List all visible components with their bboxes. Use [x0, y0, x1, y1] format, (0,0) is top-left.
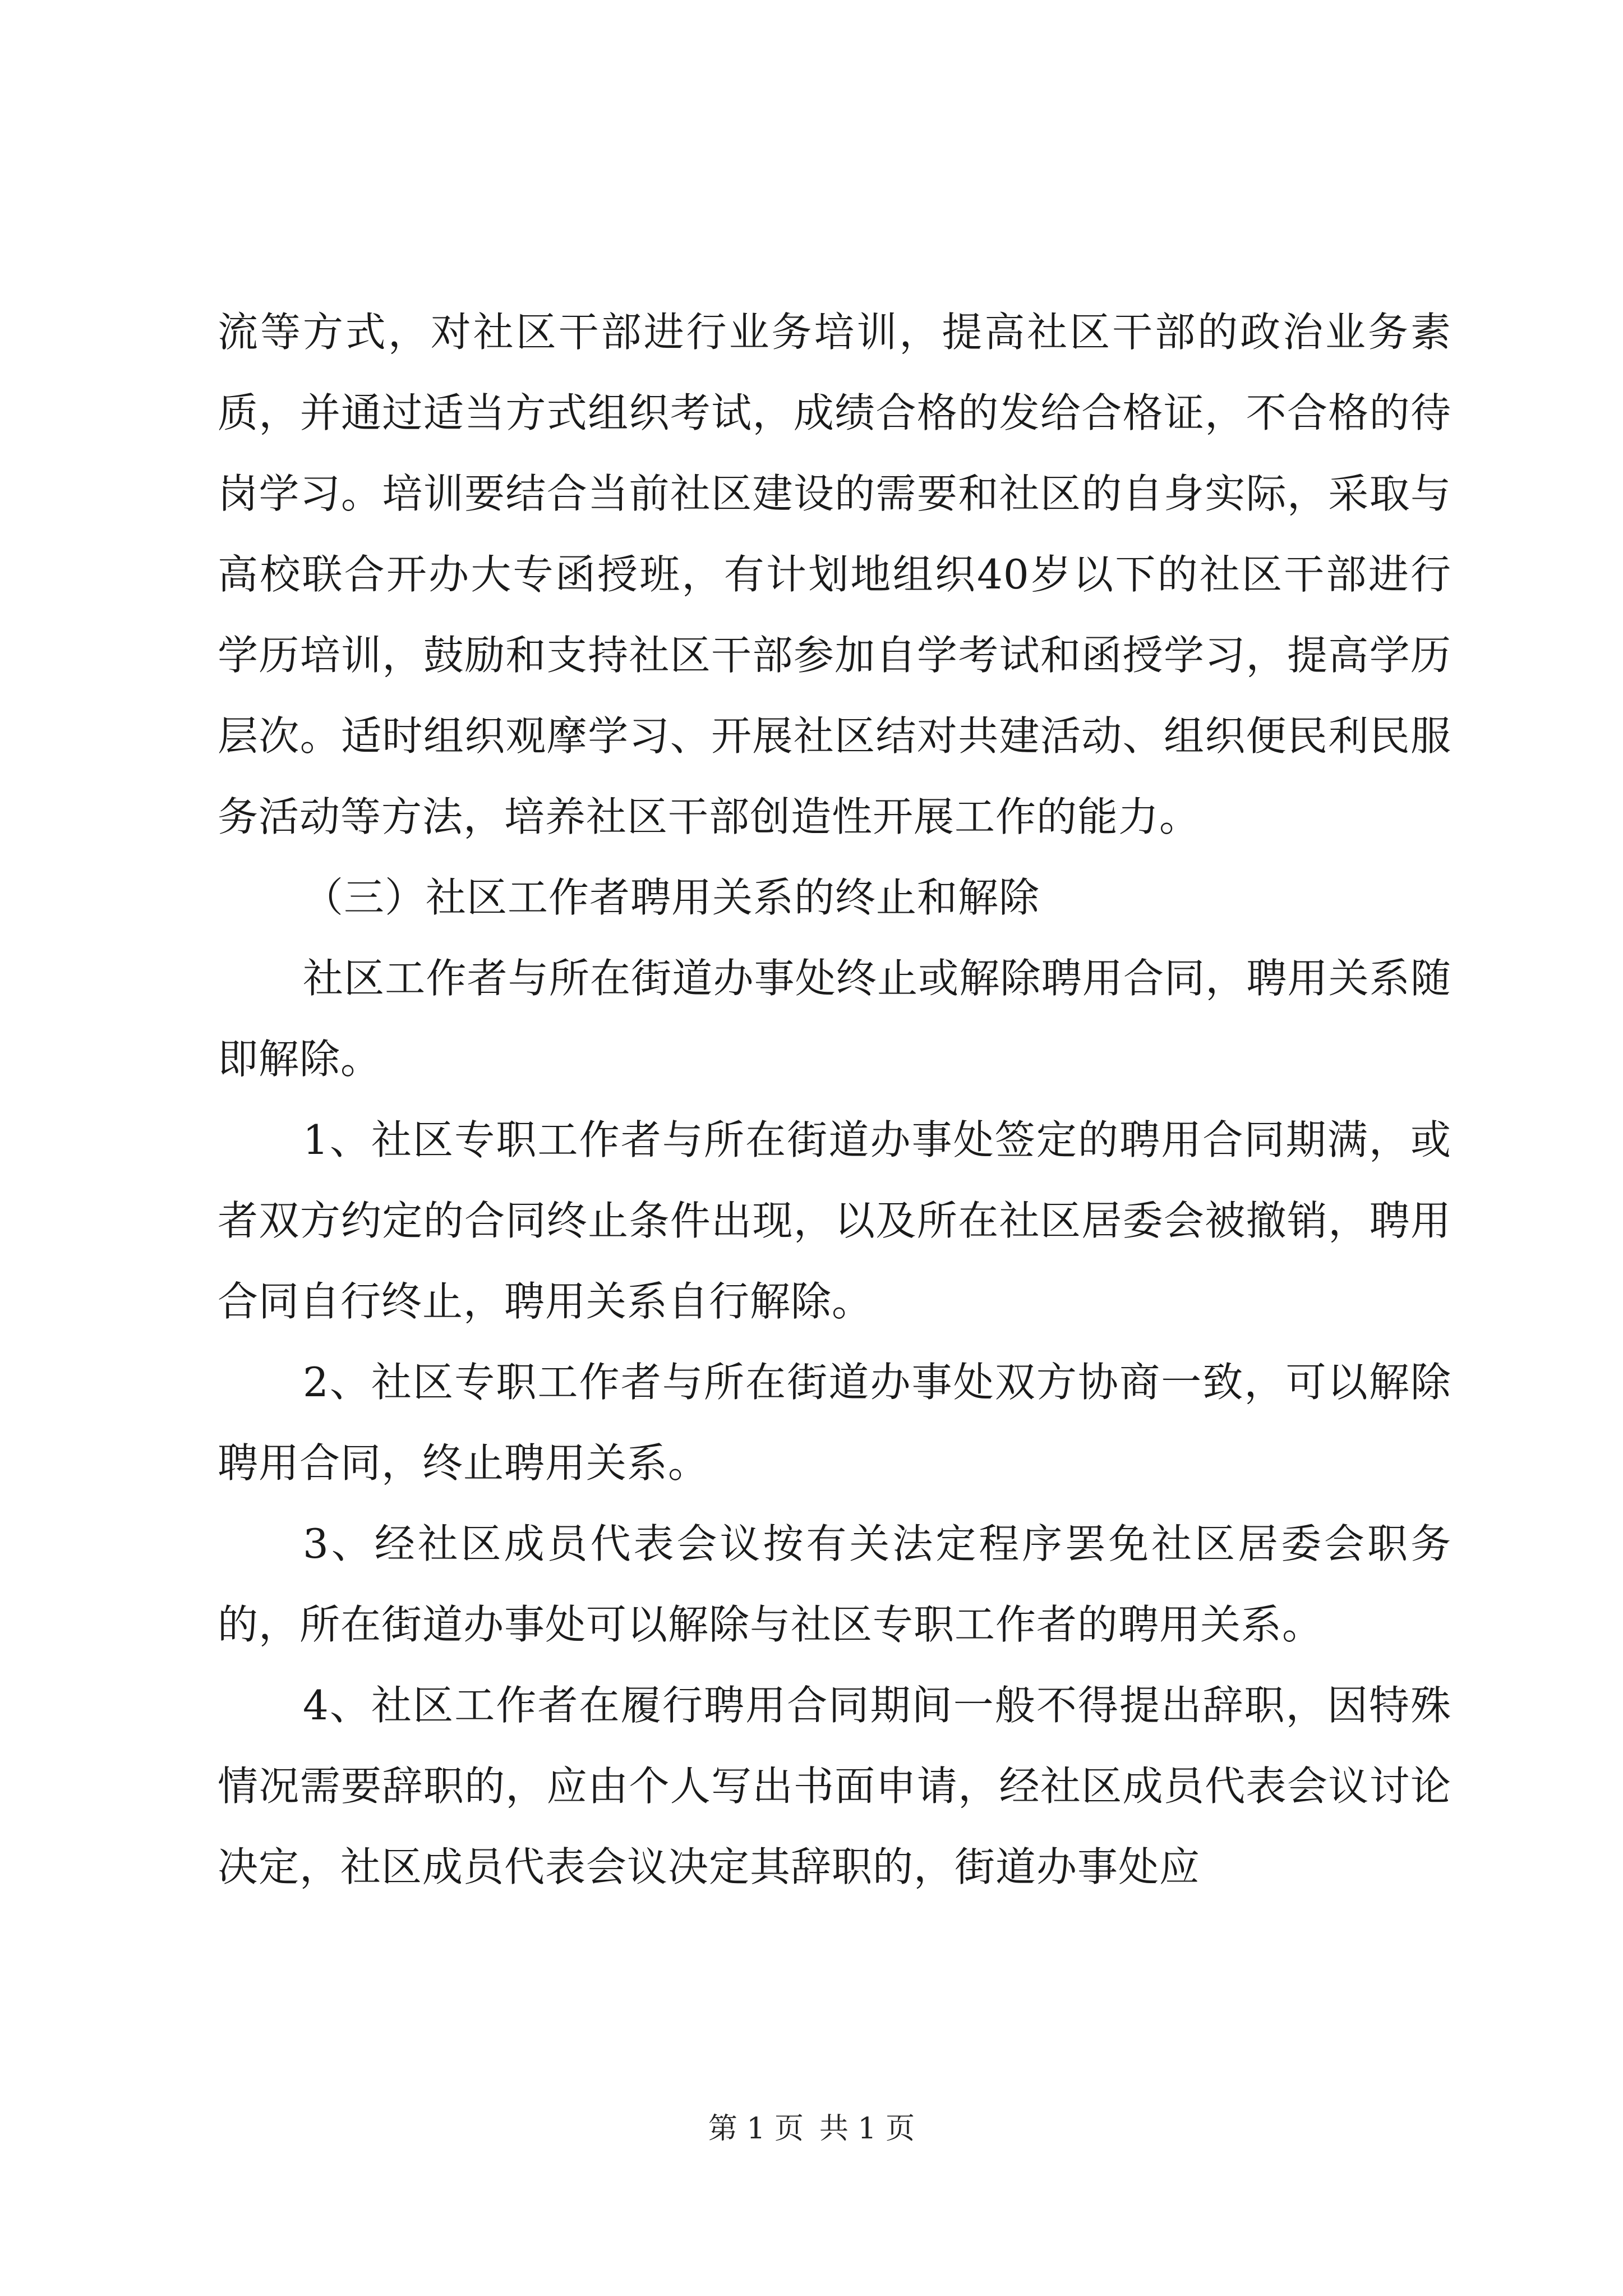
page-number: 第 1 页: [708, 2112, 804, 2146]
paragraph-3: 社区工作者与所在街道办事处终止或解除聘用合同，聘用关系随即解除。: [218, 955, 1451, 1083]
paragraph-1: 流等方式，对社区干部进行业务培训，提高社区干部的政治业务素质，并通过适当方式组织考试，成绩合格的发给合格证，不合格的待岗学习。培训要结合当前社区建设的需要和社区的自身实际，采取与高校联合开办大专函授班，有计划地组织40岁以下的社区干部进行学历培训，鼓励和支持社区干部参加自学考试和函授学习，提高学历层次。适时组织观摩学习、开展社区结对共建活动、组织便民利民服务活动等方法，培养社区干部创造性开展工作的能力。: [218, 309, 1451, 840]
list-item-4: 4、社区工作者在履行聘用合同期间一般不得提出辞职，因特殊情况需要辞职的，应由个人写出书面申请，经社区成员代表会议讨论决定，社区成员代表会议决定其辞职的，街道办事处应: [218, 1682, 1451, 1890]
list-item-1: 1、社区专职工作者与所在街道办事处签定的聘用合同期满，或者双方约定的合同终止条件出现，以及所在社区居委会被撤销，聘用合同自行终止，聘用关系自行解除。: [218, 1116, 1451, 1325]
list-item-2: 2、社区专职工作者与所在街道办事处双方协商一致，可以解除聘用合同，终止聘用关系。: [218, 1359, 1451, 1487]
page-footer: [0, 2109, 1623, 2148]
page-total: 共 1 页: [819, 2112, 915, 2146]
list-item-3: 3、经社区成员代表会议按有关法定程序罢免社区居委会职务的，所在街道办事处可以解除与社区专职工作者的聘用关系。: [218, 1520, 1451, 1648]
section-heading: （三）社区工作者聘用关系的终止和解除: [303, 874, 1040, 921]
document-body: [218, 292, 1451, 1907]
